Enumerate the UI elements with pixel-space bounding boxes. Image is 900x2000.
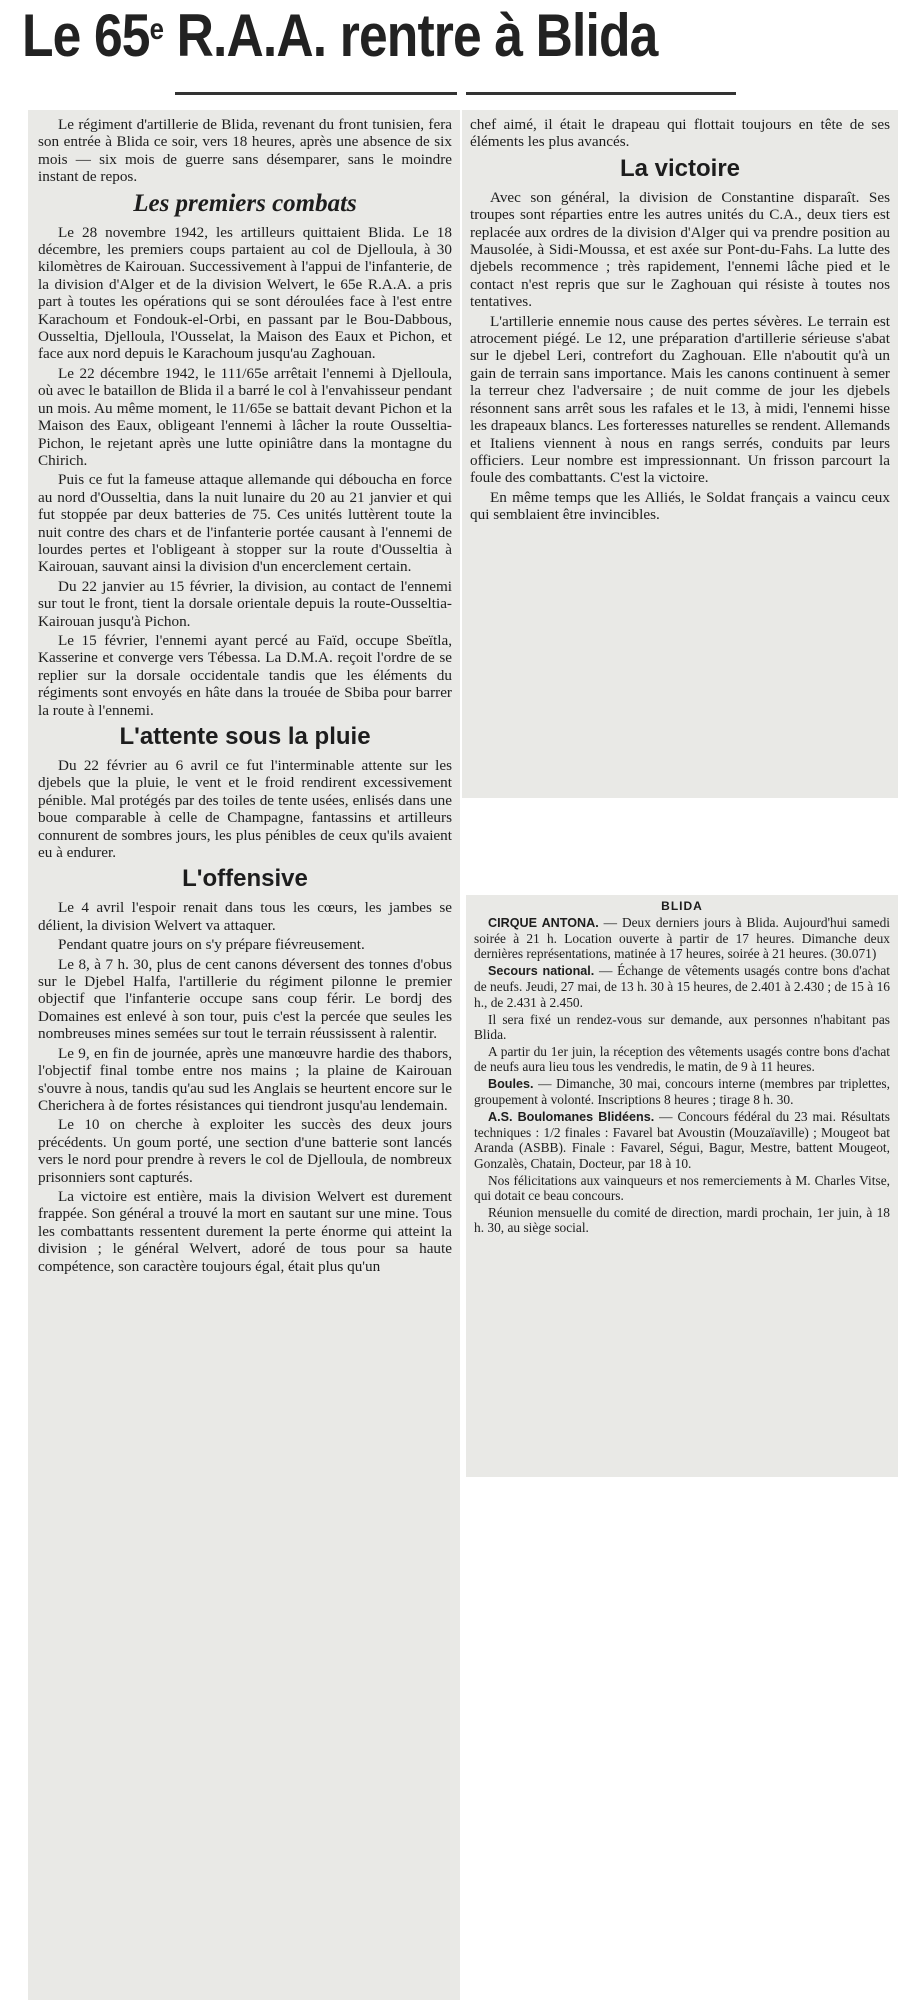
notice-text: — Concours fédéral du 23 mai. Résultats techniques : 1/2 finales : Favarel bat Avoustin (Mouzaïaville) ; Mougeot bat Aranda (ASBB). Finale : Favarel, Ségui, Bagur, Mestre, battent Mougeot, Gonzalès, Chatain, Docteur, par 18 à 10. xyxy=(474,1109,890,1171)
section-title-attente: L'attente sous la pluie xyxy=(119,723,371,750)
notice-text: — Dimanche, 30 mai, concours interne (membres par triplettes, groupement à volonté. Inscriptions 8 heures ; tirage 8 h. 30. xyxy=(474,1076,890,1108)
paragraph: Le 28 novembre 1942, les artilleurs quittaient Blida. Le 18 décembre, les premiers coups partaient au col de Djelloula, à 30 kilomètres de Kairouan. Successivement à l'appui de l'infanterie, de la division d'Alger et de la division Welvert, le 65e R.A.A. a pris part à toutes les opérations qui se sont déroulées face à l'est entre Karachoum et Fondouk-el-Orbi, en passant par le Bou-Dabbous, Ousseltia, Djelloula, l'Ousselat, la Maison des Eaux et Pichon, et face aux nord depuis le Karachoum jusqu'au Zaghouan. xyxy=(38,223,452,363)
paragraph: L'artillerie ennemie nous cause des pertes sévères. Le terrain est atrocement piégé. Le 12, une préparation d'artillerie sérieuse s'abat sur le djebel Leri, contrefort du Zaghouan. Elle n'aboutit qu'à un gain de terrain sans importance. Mais les canons continuent à semer la terreur chez l'adversaire ; de nuit comme de jour les djebels résonnent sans arrêt sous les rafales et le 13, à midi, l'ennemi hisse les drapeaux blancs. Les forteresses naturelles se rendent. Allemands et Italiens viennent à nous en rangs serrés, conduits par leurs officiers. Leur nombre est impressionnant. Un frisson parcourt la foule des combattants. C'est la victoire. xyxy=(470,312,890,487)
headline-post: R.A.A. rentre à Blida xyxy=(163,2,658,69)
paragraph: Du 22 février au 6 avril ce fut l'interminable attente sur les djebels que la pluie, le vent et le froid rendirent excessivement pénible. Mal protégés par des toiles de tente usées, enlisés dans une boue comparable à celle de Champagne, fantassins et artilleurs connurent de sombres jours, les plus pénibles de ceux qu'ils avaient eu à endurer. xyxy=(38,757,452,862)
left-column xyxy=(38,116,452,1996)
paragraph: Le 9, en fin de journée, après une manœuvre hardie des thabors, l'objectif final tombe entre nos mains ; la plaine de Kairouan s'ouvre à nous, tandis qu'au sud les Anglais se heurtent encore sur le Cherichera à de fortes résistances qui tiendront jusqu'au lendemain. xyxy=(38,1044,452,1114)
notice-text: — Deux derniers jours à Blida. Aujourd'hui samedi soirée à 21 h. Location ouverte à partir de 17 heures. Dimanche deux dernières représentations, matinée à 17 heures, soirée à 21 heures. (30.071) xyxy=(474,915,890,962)
paragraph: Le 4 avril l'espoir renait dans tous les cœurs, les jambes se délient, la division Welvert va attaquer. xyxy=(38,899,452,934)
notice-boules xyxy=(474,1076,890,1107)
paragraph: Puis ce fut la fameuse attaque allemande qui déboucha en force au nord d'Ousseltia, dans la nuit lunaire du 20 au 21 janvier et qui fut stoppée par deux batteries de 75. Ces unités luttèrent toute la nuit contre des chars et de l'infanterie portée causant à l'ennemi de lourdes pertes et l'obligeant à stopper sur la route d'Ousseltia à Kairouan, sauvant ainsi la division d'un encerclement certain. xyxy=(38,471,452,576)
notice-text: A partir du 1er juin, la réception des vêtements usagés contre bons d'achat de neufs aura lieu tous les vendredis, le matin, de 9 à 11 heures. xyxy=(474,1043,890,1074)
paragraph: Le 15 février, l'ennemi ayant percé au Faïd, occupe Sbeïtla, Kasserine et converge vers Tébessa. La D.M.A. reçoit l'ordre de se replier sur la dorsale occidentale tandis que les éléments du régiments sont envoyés en hâte dans la trouée de Sbiba pour barrer la route à l'ennemi. xyxy=(38,631,452,719)
notice-label: A.S. Boulomanes Blidéens. xyxy=(488,1110,655,1125)
headline-rule-left xyxy=(175,92,457,95)
notice-cirque xyxy=(474,915,890,961)
notice-label: Secours national. xyxy=(488,964,595,979)
notice-text: — Échange de vêtements usagés contre bons d'achat de neufs. Jeudi, 27 mai, de 13 h. 30 à 15 heures, de 2.401 à 2.430 ; de 15 à 16 h., de 2.431 à 2.450. xyxy=(474,963,890,1010)
headline-rule-right xyxy=(466,92,736,95)
paragraph: En même temps que les Alliés, le Soldat français a vaincu ceux qui semblaient être invincibles. xyxy=(470,488,890,524)
section-title-premiers-combats: Les premiers combats xyxy=(133,189,357,217)
section-title-offensive: L'offensive xyxy=(182,865,308,893)
notice-heading: BLIDA xyxy=(661,899,703,913)
notice-asb xyxy=(474,1109,890,1170)
section-title-victoire: La victoire xyxy=(619,154,741,182)
notice-text: Il sera fixé un rendez-vous sur demande, aux personnes n'habitant pas Blida. xyxy=(474,1011,890,1042)
paragraph: Pendant quatre jours on s'y prépare fiévreusement. xyxy=(58,936,365,954)
intro-paragraph: Le régiment d'artillerie de Blida, revenant du front tunisien, fera son entrée à Blida ce soir, vers 18 heures, après une absence de six mois — six mois de guerre sans désemparer, sans le moindre instant de repos. xyxy=(38,116,452,186)
continued-paragraph: chef aimé, il était le drapeau qui flottait toujours en tête de ses éléments les plus avancés. xyxy=(470,116,890,151)
notice-text: Réunion mensuelle du comité de direction, mardi prochain, 1er juin, à 18 h. 30, au siège social. xyxy=(474,1204,890,1235)
paragraph: Avec son général, la division de Constantine disparaît. Ses troupes sont réparties entre les autres unités du C.A., deux tiers est replacée aux ordres de la division d'Alger qui va prendre position au Mausolée, à Sidi-Moussa, et est axée sur Pont-du-Fahs. La lutte des djebels recommence ; très rapidement, l'ennemi lâche pied et le contact n'est repris que sur le Zaghouan qui résiste à toutes nos tentatives. xyxy=(470,188,890,311)
notice-secours xyxy=(474,963,890,1009)
paragraph: Le 10 on cherche à exploiter les succès des deux jours précédents. Un goum porté, une section d'une batterie sont lancés vers le nord pour prendre à revers le col de Djelloula, de nombreux prisonniers sont capturés. xyxy=(38,1116,452,1186)
notice-text: Nos félicitations aux vainqueurs et nos remerciements à M. Charles Vitse, qui dotait ce beau concours. xyxy=(474,1172,890,1203)
headline xyxy=(22,0,763,80)
paragraph: Le 8, à 7 h. 30, plus de cent canons déversent des tonnes d'obus sur le Djebel Halfa, l'artillerie du régiment pilonne le premier objectif que l'infanterie occupe sans coup férir. Le bordj des Domaines est enlevé à son tour, puis c'est la percée que seules les nombreuses mines semées sur tout le terrain réussissent à ralentir. xyxy=(38,955,452,1043)
headline-sup: e xyxy=(149,13,164,46)
paragraph: Du 22 janvier au 15 février, la division, au contact de l'ennemi sur tout le front, tient la dorsale orientale depuis la route-Ousseltia-Kairouan jusqu'à Pichon. xyxy=(38,577,452,630)
headline-pre: Le 65 xyxy=(22,2,150,69)
notice-label: Boules. xyxy=(488,1077,534,1092)
paragraph: La victoire est entière, mais la division Welvert est durement frappée. Son général a trouvé la mort en sautant sur une mine. Tous les combattants ressentent durement la perte énorme qui atteint la division ; le général Welvert, adoré de tous pour sa haute compétence, son caractère toujours égal, était plus qu'un xyxy=(38,1187,452,1275)
paragraph: Le 22 décembre 1942, le 111/65e arrêtait l'ennemi à Djelloula, où avec le bataillon de Blida il a barré le col à l'envahisseur pendant un mois. Au même moment, le 11/65e se battait devant Pichon et la Maison des Eaux, obligeant l'ennemi à lâcher la route Ousseltia-Pichon, le rejetant après une lutte opiniâtre dans la montagne du Chirich. xyxy=(38,364,452,469)
notice-label: CIRQUE ANTONA. xyxy=(488,916,599,931)
local-notices xyxy=(466,895,898,1477)
right-column xyxy=(470,116,890,796)
